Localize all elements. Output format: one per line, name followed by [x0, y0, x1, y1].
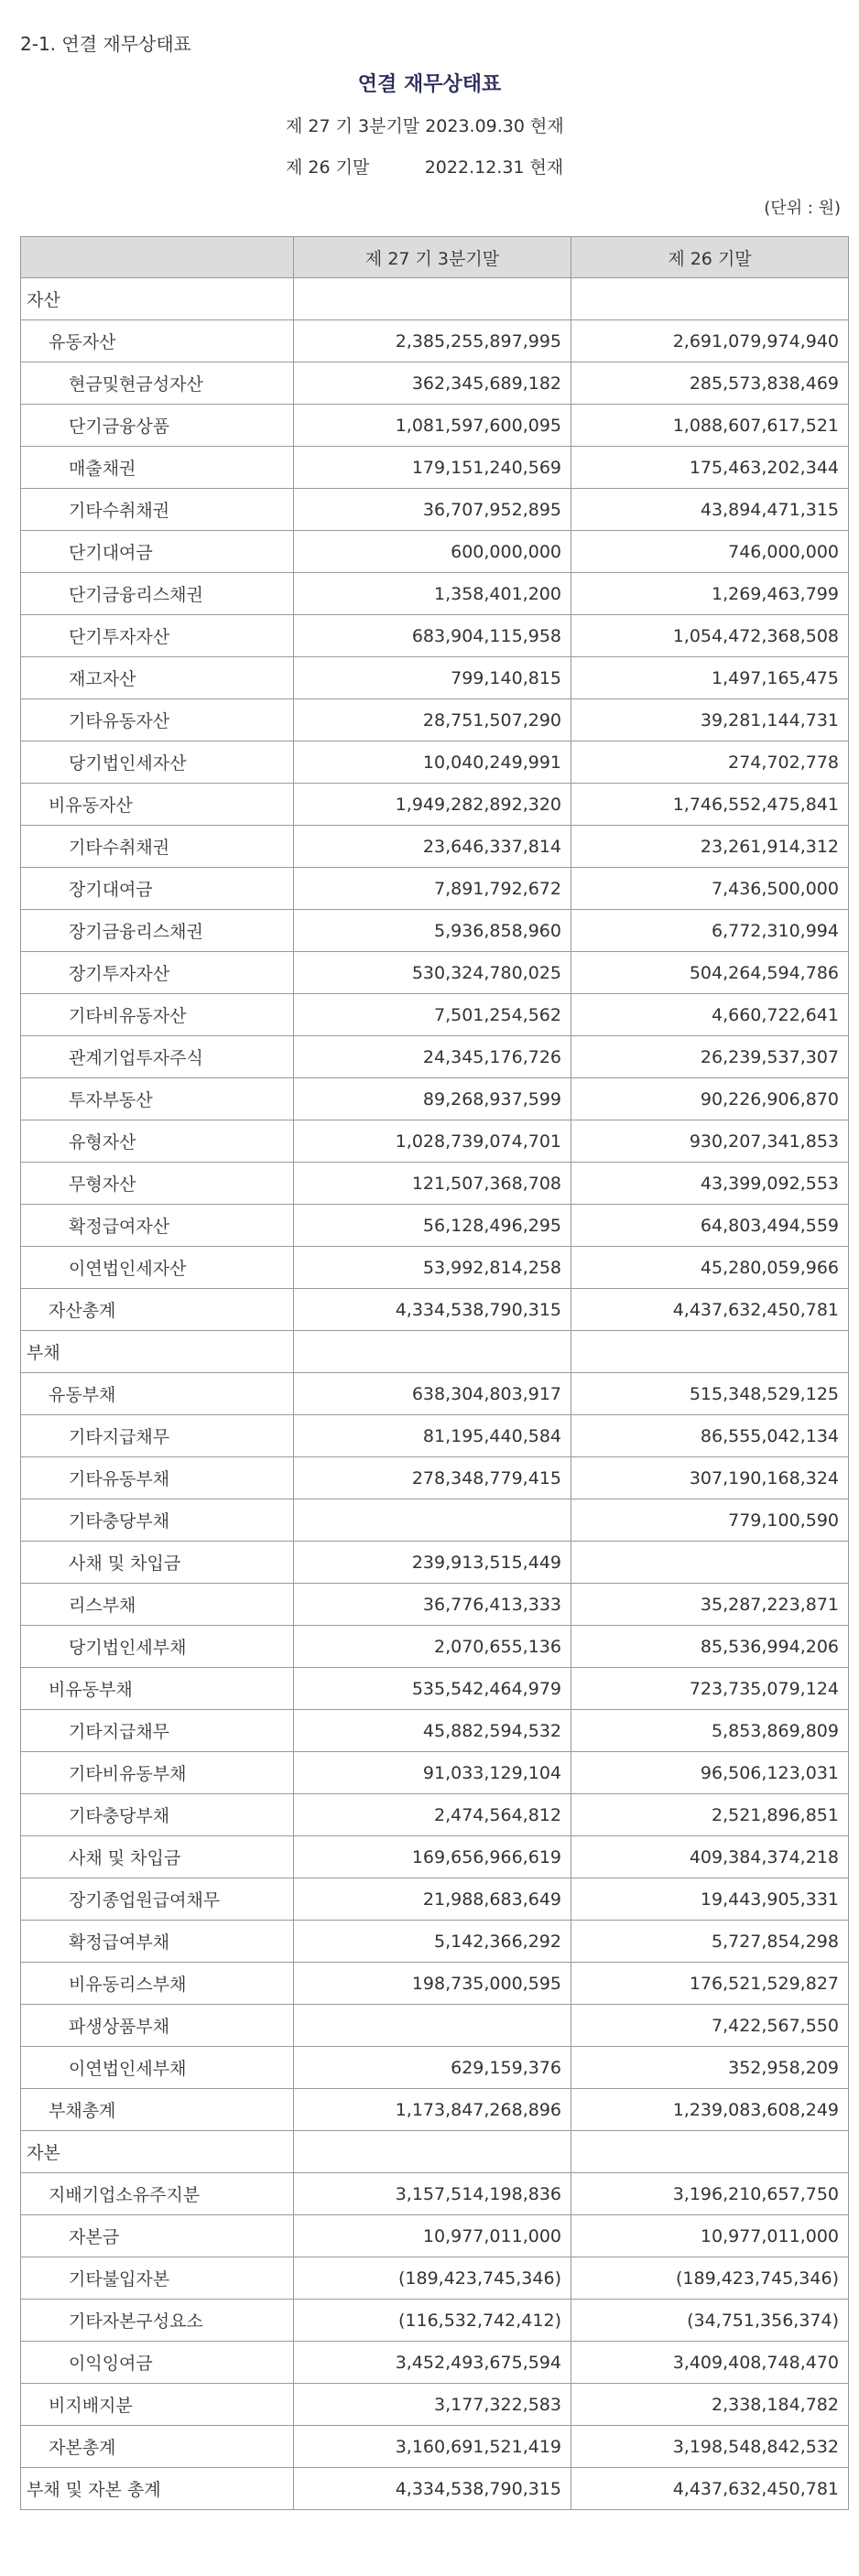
prior-period-value: 2,521,896,851 [571, 1794, 849, 1836]
table-row [21, 2342, 849, 2384]
prior-period-value [571, 2131, 849, 2173]
row-label: 확정급여부채 [21, 1921, 294, 1963]
table-row [21, 363, 849, 405]
table-row [21, 2173, 849, 2215]
prior-period-value: 274,702,778 [571, 741, 849, 784]
prior-period-value: 409,384,374,218 [571, 1836, 849, 1878]
table-row [21, 447, 849, 489]
prior-period-value: 3,198,548,842,532 [571, 2426, 849, 2468]
row-label: 단기대여금 [21, 531, 294, 573]
prior-period-value: 175,463,202,344 [571, 447, 849, 489]
current-period-value: 23,646,337,814 [294, 826, 571, 868]
row-label: 무형자산 [21, 1163, 294, 1205]
row-label: 투자부동산 [21, 1078, 294, 1120]
row-label: 재고자산 [21, 657, 294, 699]
row-label: 자산 [21, 278, 294, 320]
table-row [21, 2300, 849, 2342]
row-label: 기타충당부채 [21, 1499, 294, 1542]
header-prior-period: 제 26 기말 [571, 237, 849, 278]
table-row [21, 1036, 849, 1078]
table-row [21, 657, 849, 699]
current-period-value: 121,507,368,708 [294, 1163, 571, 1205]
prior-period-value: 285,573,838,469 [571, 363, 849, 405]
row-label: 장기대여금 [21, 868, 294, 910]
table-row [21, 741, 849, 784]
unit-label: (단위 : 원) [764, 199, 841, 218]
row-label: 기타비유동자산 [21, 994, 294, 1036]
current-period-value: 45,882,594,532 [294, 1710, 571, 1752]
table-row [21, 2257, 849, 2300]
table-row [21, 1331, 849, 1373]
row-label: 기타유동부채 [21, 1457, 294, 1499]
prior-period-value [571, 1542, 849, 1584]
section-title: 2-1. 연결 재무상태표 [20, 33, 191, 55]
table-row [21, 1878, 849, 1921]
table-row [21, 1668, 849, 1710]
prior-period-value: 4,660,722,641 [571, 994, 849, 1036]
table-row [21, 1921, 849, 1963]
current-period-value: 600,000,000 [294, 531, 571, 573]
prior-period-value: 3,409,408,748,470 [571, 2342, 849, 2384]
row-label: 장기금융리스채권 [21, 910, 294, 952]
row-label: 자산총계 [21, 1289, 294, 1331]
row-label: 비유동부채 [21, 1668, 294, 1710]
current-period-value: 179,151,240,569 [294, 447, 571, 489]
row-label: 단기투자자산 [21, 615, 294, 657]
prior-period-value: 1,746,552,475,841 [571, 784, 849, 826]
row-label: 사채 및 차입금 [21, 1836, 294, 1878]
current-period-value: 24,345,176,726 [294, 1036, 571, 1078]
table-row [21, 278, 849, 320]
current-period-value: 5,142,366,292 [294, 1921, 571, 1963]
current-period-value: 1,173,847,268,896 [294, 2089, 571, 2131]
row-label: 유형자산 [21, 1120, 294, 1163]
current-period-value: 81,195,440,584 [294, 1415, 571, 1457]
row-label: 유동부채 [21, 1373, 294, 1415]
header-label-column [21, 237, 294, 278]
row-label: 기타자본구성요소 [21, 2300, 294, 2342]
row-label: 장기종업원급여채무 [21, 1878, 294, 1921]
table-row [21, 320, 849, 363]
prior-period-value: 307,190,168,324 [571, 1457, 849, 1499]
table-row [21, 1794, 849, 1836]
table-row [21, 489, 849, 531]
prior-period-value: 2,338,184,782 [571, 2384, 849, 2426]
row-label: 장기투자자산 [21, 952, 294, 994]
row-label: 당기법인세부채 [21, 1626, 294, 1668]
prior-period-value: 515,348,529,125 [571, 1373, 849, 1415]
prior-period-value: 43,894,471,315 [571, 489, 849, 531]
prior-period-value: 176,521,529,827 [571, 1963, 849, 2005]
row-label: 자본금 [21, 2215, 294, 2257]
row-label: 확정급여자산 [21, 1205, 294, 1247]
row-label: 비유동자산 [21, 784, 294, 826]
prior-period-value: 504,264,594,786 [571, 952, 849, 994]
current-period-value: 4,334,538,790,315 [294, 1289, 571, 1331]
row-label: 단기금융상품 [21, 405, 294, 447]
table-row [21, 1205, 849, 1247]
row-label: 기타불입자본 [21, 2257, 294, 2300]
current-period-value: 91,033,129,104 [294, 1752, 571, 1794]
current-period-value: 683,904,115,958 [294, 615, 571, 657]
prior-period-value: 1,497,165,475 [571, 657, 849, 699]
row-label: 비유동리스부채 [21, 1963, 294, 2005]
prior-period-value: 45,280,059,966 [571, 1247, 849, 1289]
table-row [21, 1542, 849, 1584]
table-row [21, 994, 849, 1036]
table-row [21, 952, 849, 994]
table-row [21, 2089, 849, 2131]
current-period-value: 629,159,376 [294, 2047, 571, 2089]
table-row [21, 1626, 849, 1668]
current-period-value: 2,385,255,897,995 [294, 320, 571, 363]
row-label: 자본 [21, 2131, 294, 2173]
prior-period-value: 1,269,463,799 [571, 573, 849, 615]
row-label: 기타비유동부채 [21, 1752, 294, 1794]
current-period-value [294, 278, 571, 320]
table-row [21, 2426, 849, 2468]
prior-period-value: 90,226,906,870 [571, 1078, 849, 1120]
table-row [21, 405, 849, 447]
row-label: 비지배지분 [21, 2384, 294, 2426]
current-period-value: 3,452,493,675,594 [294, 2342, 571, 2384]
row-label: 기타지급채무 [21, 1415, 294, 1457]
prior-period-value: 723,735,079,124 [571, 1668, 849, 1710]
current-period-value: 169,656,966,619 [294, 1836, 571, 1878]
prior-period-value: (34,751,356,374) [571, 2300, 849, 2342]
table-row [21, 2468, 849, 2510]
row-label: 자본총계 [21, 2426, 294, 2468]
prior-period-value: 64,803,494,559 [571, 1205, 849, 1247]
prior-period-value [571, 1331, 849, 1373]
table-row [21, 1078, 849, 1120]
table-row [21, 1457, 849, 1499]
prior-period-value: 7,422,567,550 [571, 2005, 849, 2047]
table-row [21, 910, 849, 952]
row-label: 기타수취채권 [21, 826, 294, 868]
prior-period-value: 26,239,537,307 [571, 1036, 849, 1078]
row-label: 이익잉여금 [21, 2342, 294, 2384]
table-row [21, 1963, 849, 2005]
table-row [21, 1752, 849, 1794]
current-period-value: 1,028,739,074,701 [294, 1120, 571, 1163]
table-row [21, 615, 849, 657]
prior-period-value: 5,853,869,809 [571, 1710, 849, 1752]
row-label: 현금및현금성자산 [21, 363, 294, 405]
row-label: 단기금융리스채권 [21, 573, 294, 615]
table-row [21, 1584, 849, 1626]
row-label: 부채 및 자본 총계 [21, 2468, 294, 2510]
current-period-value: 7,891,792,672 [294, 868, 571, 910]
prior-period-value: 5,727,854,298 [571, 1921, 849, 1963]
current-period-value: 10,977,011,000 [294, 2215, 571, 2257]
prior-period-value: 43,399,092,553 [571, 1163, 849, 1205]
row-label: 기타지급채무 [21, 1710, 294, 1752]
row-label: 유동자산 [21, 320, 294, 363]
table-row [21, 1499, 849, 1542]
current-period-value: 1,358,401,200 [294, 573, 571, 615]
row-label: 기타수취채권 [21, 489, 294, 531]
document-title: 연결 재무상태표 [357, 73, 502, 96]
table-row [21, 573, 849, 615]
prior-period-value: 4,437,632,450,781 [571, 1289, 849, 1331]
row-label: 리스부채 [21, 1584, 294, 1626]
prior-period-value: 35,287,223,871 [571, 1584, 849, 1626]
prior-period-value: 4,437,632,450,781 [571, 2468, 849, 2510]
current-period-value: 36,707,952,895 [294, 489, 571, 531]
current-period-value: 53,992,814,258 [294, 1247, 571, 1289]
current-period-value: 5,936,858,960 [294, 910, 571, 952]
row-label: 매출채권 [21, 447, 294, 489]
current-period-value: 10,040,249,991 [294, 741, 571, 784]
table-body [21, 278, 849, 2510]
current-period-value: 278,348,779,415 [294, 1457, 571, 1499]
table-row [21, 531, 849, 573]
table-row [21, 2131, 849, 2173]
current-period-value [294, 1331, 571, 1373]
row-label: 기타유동자산 [21, 699, 294, 741]
prior-period-value [571, 278, 849, 320]
prior-period-value: 85,536,994,206 [571, 1626, 849, 1668]
table-row [21, 868, 849, 910]
table-row [21, 1247, 849, 1289]
prior-period-value: 2,691,079,974,940 [571, 320, 849, 363]
table-row [21, 826, 849, 868]
prior-period-value: 352,958,209 [571, 2047, 849, 2089]
current-period-value: 21,988,683,649 [294, 1878, 571, 1921]
table-row [21, 2384, 849, 2426]
row-label: 사채 및 차입금 [21, 1542, 294, 1584]
prior-period-value: 779,100,590 [571, 1499, 849, 1542]
current-period-value: 1,949,282,892,320 [294, 784, 571, 826]
current-period-value: 89,268,937,599 [294, 1078, 571, 1120]
table-header-row [21, 237, 849, 278]
period-current: 제 27 기 3분기말 2023.09.30 현재 [286, 116, 564, 136]
current-period-value: 530,324,780,025 [294, 952, 571, 994]
row-label: 이연법인세자산 [21, 1247, 294, 1289]
prior-period-value: 19,443,905,331 [571, 1878, 849, 1921]
table-row [21, 1120, 849, 1163]
current-period-value: 3,157,514,198,836 [294, 2173, 571, 2215]
table-row [21, 1836, 849, 1878]
current-period-value [294, 1499, 571, 1542]
row-label: 당기법인세자산 [21, 741, 294, 784]
prior-period-value: 23,261,914,312 [571, 826, 849, 868]
prior-period-value: 746,000,000 [571, 531, 849, 573]
current-period-value: 638,304,803,917 [294, 1373, 571, 1415]
current-period-value: 2,474,564,812 [294, 1794, 571, 1836]
prior-period-value: 10,977,011,000 [571, 2215, 849, 2257]
current-period-value: (189,423,745,346) [294, 2257, 571, 2300]
prior-period-value: (189,423,745,346) [571, 2257, 849, 2300]
header-current-period: 제 27 기 3분기말 [294, 237, 571, 278]
table-row [21, 699, 849, 741]
prior-period-value: 7,436,500,000 [571, 868, 849, 910]
prior-period-value: 1,054,472,368,508 [571, 615, 849, 657]
period-prior: 제 26 기말 2022.12.31 현재 [286, 157, 564, 178]
row-label: 관계기업투자주식 [21, 1036, 294, 1078]
current-period-value: 7,501,254,562 [294, 994, 571, 1036]
balance-sheet-table [20, 236, 849, 2510]
row-label: 기타충당부채 [21, 1794, 294, 1836]
row-label: 이연법인세부채 [21, 2047, 294, 2089]
row-label: 부채총계 [21, 2089, 294, 2131]
current-period-value: 2,070,655,136 [294, 1626, 571, 1668]
row-label: 지배기업소유주지분 [21, 2173, 294, 2215]
table-row [21, 1373, 849, 1415]
row-label: 부채 [21, 1331, 294, 1373]
prior-period-value: 6,772,310,994 [571, 910, 849, 952]
current-period-value: 1,081,597,600,095 [294, 405, 571, 447]
table-row [21, 784, 849, 826]
current-period-value: 535,542,464,979 [294, 1668, 571, 1710]
current-period-value: (116,532,742,412) [294, 2300, 571, 2342]
current-period-value: 56,128,496,295 [294, 1205, 571, 1247]
current-period-value: 36,776,413,333 [294, 1584, 571, 1626]
table-row [21, 2047, 849, 2089]
table-row [21, 1415, 849, 1457]
prior-period-value: 1,239,083,608,249 [571, 2089, 849, 2131]
current-period-value: 198,735,000,595 [294, 1963, 571, 2005]
prior-period-value: 39,281,144,731 [571, 699, 849, 741]
current-period-value: 3,177,322,583 [294, 2384, 571, 2426]
row-label: 파생상품부채 [21, 2005, 294, 2047]
prior-period-value: 96,506,123,031 [571, 1752, 849, 1794]
table-row [21, 2005, 849, 2047]
prior-period-value: 86,555,042,134 [571, 1415, 849, 1457]
current-period-value [294, 2005, 571, 2047]
table-row [21, 1289, 849, 1331]
current-period-value: 799,140,815 [294, 657, 571, 699]
prior-period-value: 930,207,341,853 [571, 1120, 849, 1163]
current-period-value: 3,160,691,521,419 [294, 2426, 571, 2468]
current-period-value: 4,334,538,790,315 [294, 2468, 571, 2510]
prior-period-value: 1,088,607,617,521 [571, 405, 849, 447]
current-period-value: 362,345,689,182 [294, 363, 571, 405]
current-period-value: 28,751,507,290 [294, 699, 571, 741]
table-row [21, 2215, 849, 2257]
table-row [21, 1710, 849, 1752]
current-period-value [294, 2131, 571, 2173]
prior-period-value: 3,196,210,657,750 [571, 2173, 849, 2215]
current-period-value: 239,913,515,449 [294, 1542, 571, 1584]
table-row [21, 1163, 849, 1205]
